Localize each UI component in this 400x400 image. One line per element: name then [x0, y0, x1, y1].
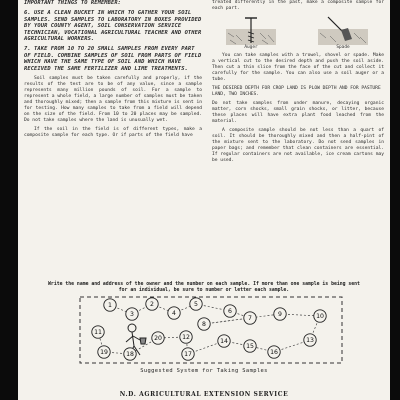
- paragraph-tools: You can take samples with a trowel, shovel or spade. Make a vertical cut to the desired depth and push the soil aside. Then cut a thin slice from the face of the cut and collect it carefully for the sample. You can also use a soil auger or a tube.: [212, 53, 384, 82]
- sample-point-3: [126, 308, 138, 320]
- sample-point-label: 16: [270, 349, 278, 357]
- paragraph-sampling: Soil samples must be taken carefully and properly, if the results of the test are to be of any value, since a sample represents many million pounds of soil. For a sample to represent a whole field, a large number of samples must be taken and thoroughly mixed; then a sample from this mixture is sent in for testing. How many samples to take from a field will depend on the size of the field. From 10 to 20 places may be sampled. Do not take samples where the land is unusually wet.: [24, 76, 202, 124]
- sample-point-16: [268, 346, 280, 358]
- sample-point-label: 19: [100, 349, 108, 357]
- sample-point-17: [182, 348, 194, 360]
- field-boundary: [80, 297, 342, 363]
- spade-figure: [318, 15, 368, 51]
- auger-figure: [226, 15, 276, 51]
- paragraph-soil-types: If the soil in the field is of different types, make a composite sample for each type. Or if parts of the field have: [24, 127, 202, 139]
- sample-point-label: 18: [126, 351, 134, 359]
- auger-label: Auger: [244, 45, 258, 50]
- sample-point-label: 8: [202, 321, 206, 329]
- spade-icon: [318, 15, 368, 45]
- section-heading: IMPORTANT THINGS TO REMEMBER:: [24, 0, 122, 6]
- bottom-note: Write the name and address of the owner and the number on each sample. If more than one sample is being sent for an individual, be sure to number or letter each sample.: [48, 282, 360, 293]
- sample-point-13: [304, 334, 316, 346]
- sample-point-label: 17: [184, 351, 192, 359]
- route-segment: [204, 318, 250, 324]
- tools-illustration: [212, 15, 384, 51]
- sample-point-12: [180, 331, 192, 343]
- sample-point-4: [168, 307, 180, 319]
- sample-point-label: 4: [172, 310, 176, 318]
- auger-icon: [226, 15, 276, 45]
- document-page: [18, 0, 390, 400]
- sample-point-11: [92, 326, 104, 338]
- right-column: [212, 0, 384, 167]
- sample-point-label: 15: [246, 343, 254, 351]
- sample-point-1: [104, 299, 116, 311]
- sample-point-label: 13: [306, 337, 314, 345]
- sample-point-label: 14: [220, 338, 228, 346]
- paragraph-depth: THE DESIRED DEPTH FOR CROP LAND IS PLOW DEPTH AND FOR PASTURE LAND, TWO INCHES.: [212, 86, 381, 97]
- sample-point-20: [152, 332, 164, 344]
- sample-point-2: [146, 298, 158, 310]
- sample-point-label: 2: [150, 301, 154, 309]
- sample-point-label: 3: [130, 311, 134, 319]
- sample-point-8: [198, 318, 210, 330]
- field-map: [74, 294, 348, 366]
- sample-point-label: 9: [278, 311, 282, 319]
- sample-point-label: 12: [182, 334, 190, 342]
- paragraph-intro: treated differently in the past, make a composite sample for each part.: [212, 0, 384, 11]
- sample-point-18: [124, 348, 136, 360]
- diagram-caption: Suggested System for Taking Samples: [140, 368, 268, 374]
- paragraph-composite: A composite sample should be not less than a quart of soil. It should be thoroughly mixed and then a half-pint of the mixture sent to the laboratory. Do not send samples in paper bags; and remember that clean containers are essential. If regular containers are not available, ice cream cartons may be used.: [212, 128, 384, 163]
- sample-point-label: 5: [194, 301, 198, 309]
- sample-point-label: 7: [248, 315, 252, 323]
- sample-point-10: [314, 310, 326, 322]
- spade-label: Spade: [336, 45, 350, 50]
- paragraph-avoid: Do not take samples from under manure, decaying organic matter, corn shocks, small grain shocks, or litter, because these places will have extra plant food leached from the material.: [212, 101, 384, 124]
- sample-point-5: [190, 298, 202, 310]
- sampling-diagram: [74, 294, 348, 366]
- sample-point-label: 1: [108, 302, 112, 310]
- sample-point-19: [98, 346, 110, 358]
- sample-point-label: 10: [316, 313, 324, 321]
- step-6: 6. USE A CLEAN BUCKET IN WHICH TO GATHER YOUR SOIL SAMPLES. SEND SAMPLES TO LABORATORY IN BOXES PROVIDED BY YOUR COUNTY AGENT, SOIL CONSERVATION SERVICE TECHNICIAN, VOCATIONAL AGRICULTURAL TEACHER AND OTHER AGRICULTURAL WORKERS.: [24, 10, 202, 43]
- left-column: [24, 0, 202, 142]
- sample-point-label: 6: [228, 308, 232, 316]
- sample-point-7: [244, 312, 256, 324]
- sample-point-15: [244, 340, 256, 352]
- sample-point-label: 20: [154, 335, 162, 343]
- sample-point-label: 11: [94, 329, 102, 337]
- sample-point-9: [274, 308, 286, 320]
- sample-point-14: [218, 335, 230, 347]
- step-7: 7. TAKE FROM 10 TO 20 SMALL SAMPLES FROM EVERY PART OF FIELD. COMBINE SAMPLES OF SOIL FROM PARTS OF FIELD WHICH HAVE THE SAME TYPE OF SOIL AND WHICH HAVE RECEIVED THE SAME FERTILIZER AND LIME TREATMENTS.: [24, 46, 202, 72]
- footer-title: N.D. AGRICULTURAL EXTENSION SERVICE: [119, 391, 289, 398]
- sample-point-6: [224, 305, 236, 317]
